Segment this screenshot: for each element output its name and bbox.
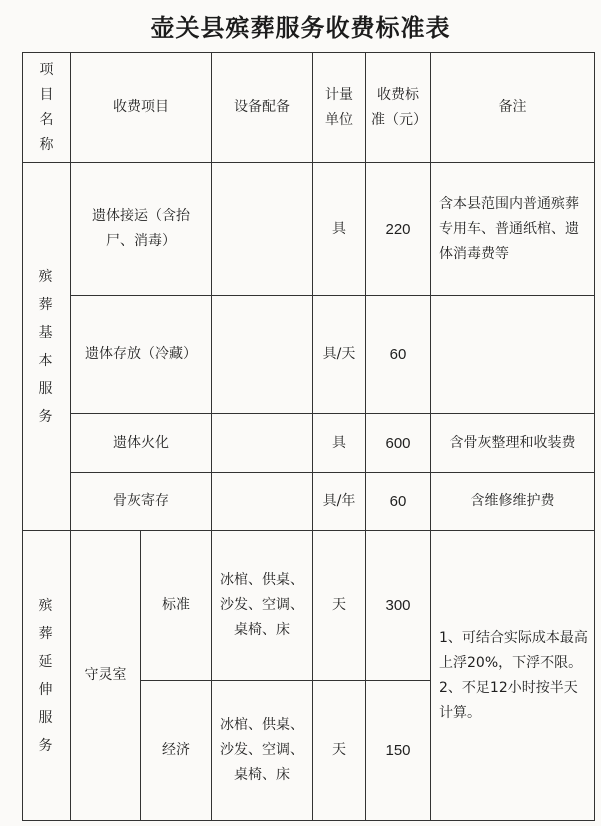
fee-item-cell: 守灵室 [71, 531, 141, 821]
price-cell: 150 [366, 681, 431, 821]
header-row [23, 53, 595, 163]
fee-table [22, 52, 595, 821]
header-fee-item: 收费项目 [71, 53, 212, 163]
remark-line: 2、不足12小时按半天计算。 [439, 679, 578, 721]
header-remark: 备注 [431, 53, 595, 163]
table-row [23, 473, 595, 531]
remark-cell [431, 531, 595, 821]
unit-cell: 天 [313, 681, 366, 821]
remark-cell: 含本县范围内普通殡葬专用车、普通纸棺、遗体消毒费等 [431, 163, 595, 296]
category-basic: 殡葬基本服务 [23, 163, 71, 531]
fee-item-cell: 骨灰寄存 [71, 473, 212, 531]
fee-item-cell: 遗体火化 [71, 414, 212, 473]
remark-cell [431, 296, 595, 414]
equipment-cell [212, 296, 313, 414]
table-row [23, 163, 595, 296]
table-row [23, 296, 595, 414]
unit-cell: 天 [313, 531, 366, 681]
price-cell: 60 [366, 296, 431, 414]
equipment-cell: 冰棺、供桌、沙发、空调、桌椅、床 [212, 531, 313, 681]
price-cell: 300 [366, 531, 431, 681]
remark-cell: 含骨灰整理和收装费 [431, 414, 595, 473]
unit-cell: 具/天 [313, 296, 366, 414]
category-extended: 殡葬延伸服务 [23, 531, 71, 821]
unit-cell: 具/年 [313, 473, 366, 531]
remark-line: 1、可结合实际成本最高上浮20%，下浮不限。 [439, 629, 588, 671]
unit-cell: 具 [313, 163, 366, 296]
header-item-name: 项目名称 [23, 53, 71, 163]
header-standard: 收费标准（元） [366, 53, 431, 163]
header-unit: 计量单位 [313, 53, 366, 163]
equipment-cell: 冰棺、供桌、沙发、空调、桌椅、床 [212, 681, 313, 821]
header-equipment: 设备配备 [212, 53, 313, 163]
grade-cell: 标准 [141, 531, 212, 681]
remark-cell: 含维修维护费 [431, 473, 595, 531]
price-cell: 60 [366, 473, 431, 531]
fee-item-cell: 遗体存放（冷藏） [71, 296, 212, 414]
table-row [23, 531, 595, 681]
price-cell: 600 [366, 414, 431, 473]
equipment-cell [212, 414, 313, 473]
equipment-cell [212, 473, 313, 531]
unit-cell: 具 [313, 414, 366, 473]
page-title: 壶关县殡葬服务收费标准表 [150, 13, 451, 42]
grade-cell: 经济 [141, 681, 212, 821]
fee-item-cell: 遗体接运（含抬尸、消毒） [71, 163, 212, 296]
table-row [23, 414, 595, 473]
equipment-cell [212, 163, 313, 296]
price-cell: 220 [366, 163, 431, 296]
